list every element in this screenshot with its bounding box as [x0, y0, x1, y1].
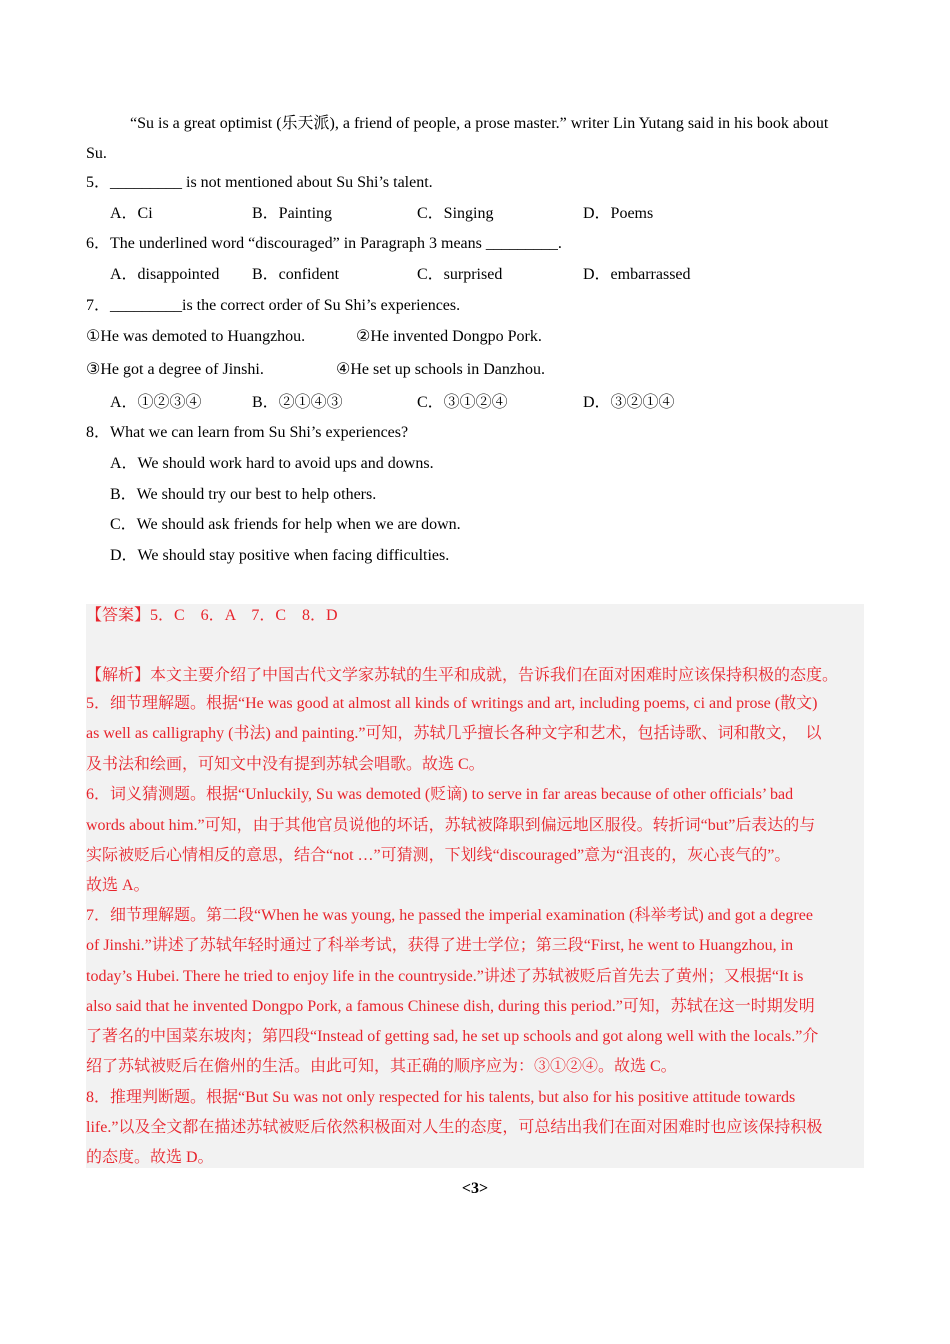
question-6-stem: 6．The underlined word “discouraged” in Paragraph 3 means _________.: [86, 235, 562, 252]
event-item: ③He got a degree of Jinshi.: [86, 361, 264, 378]
option-6d: D．embarrassed: [583, 266, 691, 283]
analysis-line: 了著名的中国菜东坡肉；第四段“Instead of getting sad, he set up schools and got along well with the locals.”介: [86, 1028, 819, 1045]
analysis-line: words about him.”可知，由于其他官员说他的坏话，苏轼被降职到偏远地区服役。转折词“but”后表达的与: [86, 817, 816, 834]
analysis-line: life.”以及全文都在描述苏轼被贬后依然积极面对人生的态度，可总结出我们在面对困难时也应该保持积极: [86, 1119, 823, 1136]
event-item: ④He set up schools in Danzhou.: [336, 361, 545, 378]
passage-line: “Su is a great optimist (乐天派), a friend of people, a prose master.” writer Lin Yutang said in his book about: [130, 115, 829, 132]
option-7c: C．③①②④: [417, 394, 508, 411]
option-6a: A．disappointed: [110, 266, 220, 283]
analysis-line: 6．词义猜测题。根据“Unluckily, Su was demoted (贬谪) to serve in far areas because of other officials’ bad: [86, 786, 794, 803]
analysis-line: 实际被贬后心情相反的意思，结合“not …”可猜测，下划线“discouraged”意为“沮丧的，灰心丧气的”。: [86, 847, 791, 864]
analysis-line: 故选 A。: [86, 877, 150, 894]
option-7b: B．②①④③: [252, 394, 343, 411]
option-5d: D．Poems: [583, 205, 654, 222]
event-item: ①He was demoted to Huangzhou.: [86, 328, 306, 345]
analysis-line: 8．推理判断题。根据“But Su was not only respected for his talents, but also for his positive attitude towards: [86, 1089, 796, 1106]
question-8-stem: 8．What we can learn from Su Shi’s experiences?: [86, 424, 409, 441]
analysis-line: 5．细节理解题。根据“He was good at almost all kinds of writings and art, including poems, ci and prose (散文): [86, 695, 818, 712]
option-6b: B．confident: [252, 266, 340, 283]
analysis-line: 的态度。故选 D。: [86, 1149, 214, 1166]
analysis-line: 绍了苏轼被贬后在儋州的生活。由此可知，其正确的顺序应为：③①②④。故选 C。: [86, 1058, 677, 1075]
option-6c: C．surprised: [417, 266, 503, 283]
option-8a: A．We should work hard to avoid ups and downs.: [110, 455, 434, 472]
analysis-line: 7．细节理解题。第二段“When he was young, he passed the imperial examination (科举考试) and got a degree: [86, 907, 813, 924]
passage-line: Su.: [86, 145, 107, 162]
question-5-stem: 5．_________ is not mentioned about Su Shi’s talent.: [86, 174, 433, 191]
option-8c: C．We should ask friends for help when we are down.: [110, 516, 461, 533]
option-7d: D．③②①④: [583, 394, 675, 411]
option-7a: A．①②③④: [110, 394, 202, 411]
option-5a: A．Ci: [110, 205, 153, 222]
analysis-line: 及书法和绘画，可知文中没有提到苏轼会唱歌。故选 C。: [86, 756, 485, 773]
option-5b: B．Painting: [252, 205, 333, 222]
analysis-line: today’s Hubei. There he tried to enjoy life in the countryside.”讲述了苏轼被贬后首先去了黄州；又根据“It is: [86, 968, 804, 985]
answer-panel: [86, 604, 864, 1168]
analysis-line: as well as calligraphy (书法) and painting.”可知，苏轼几乎擅长各种文字和艺术，包括诗歌、词和散文， 以: [86, 725, 822, 742]
analysis-line: 【解析】本文主要介绍了中国古代文学家苏轼的生平和成就，告诉我们在面对困难时应该保持积极的态度。: [86, 667, 839, 684]
answer-key: 【答案】5．C 6．A 7．C 8．D: [86, 607, 338, 624]
option-5c: C．Singing: [417, 205, 494, 222]
analysis-line: also said that he invented Dongpo Pork, a famous Chinese dish, during this period.”可知，苏轼在这一时期发明: [86, 998, 815, 1015]
page-number: <3>: [461, 1180, 489, 1197]
question-7-stem: 7．_________is the correct order of Su Shi’s experiences.: [86, 297, 461, 314]
event-item: ②He invented Dongpo Pork.: [356, 328, 542, 345]
analysis-line: of Jinshi.”讲述了苏轼年轻时通过了科举考试，获得了进士学位；第三段“First, he went to Huangzhou, in: [86, 937, 794, 954]
option-8d: D．We should stay positive when facing difficulties.: [110, 547, 450, 564]
option-8b: B．We should try our best to help others.: [110, 486, 377, 503]
